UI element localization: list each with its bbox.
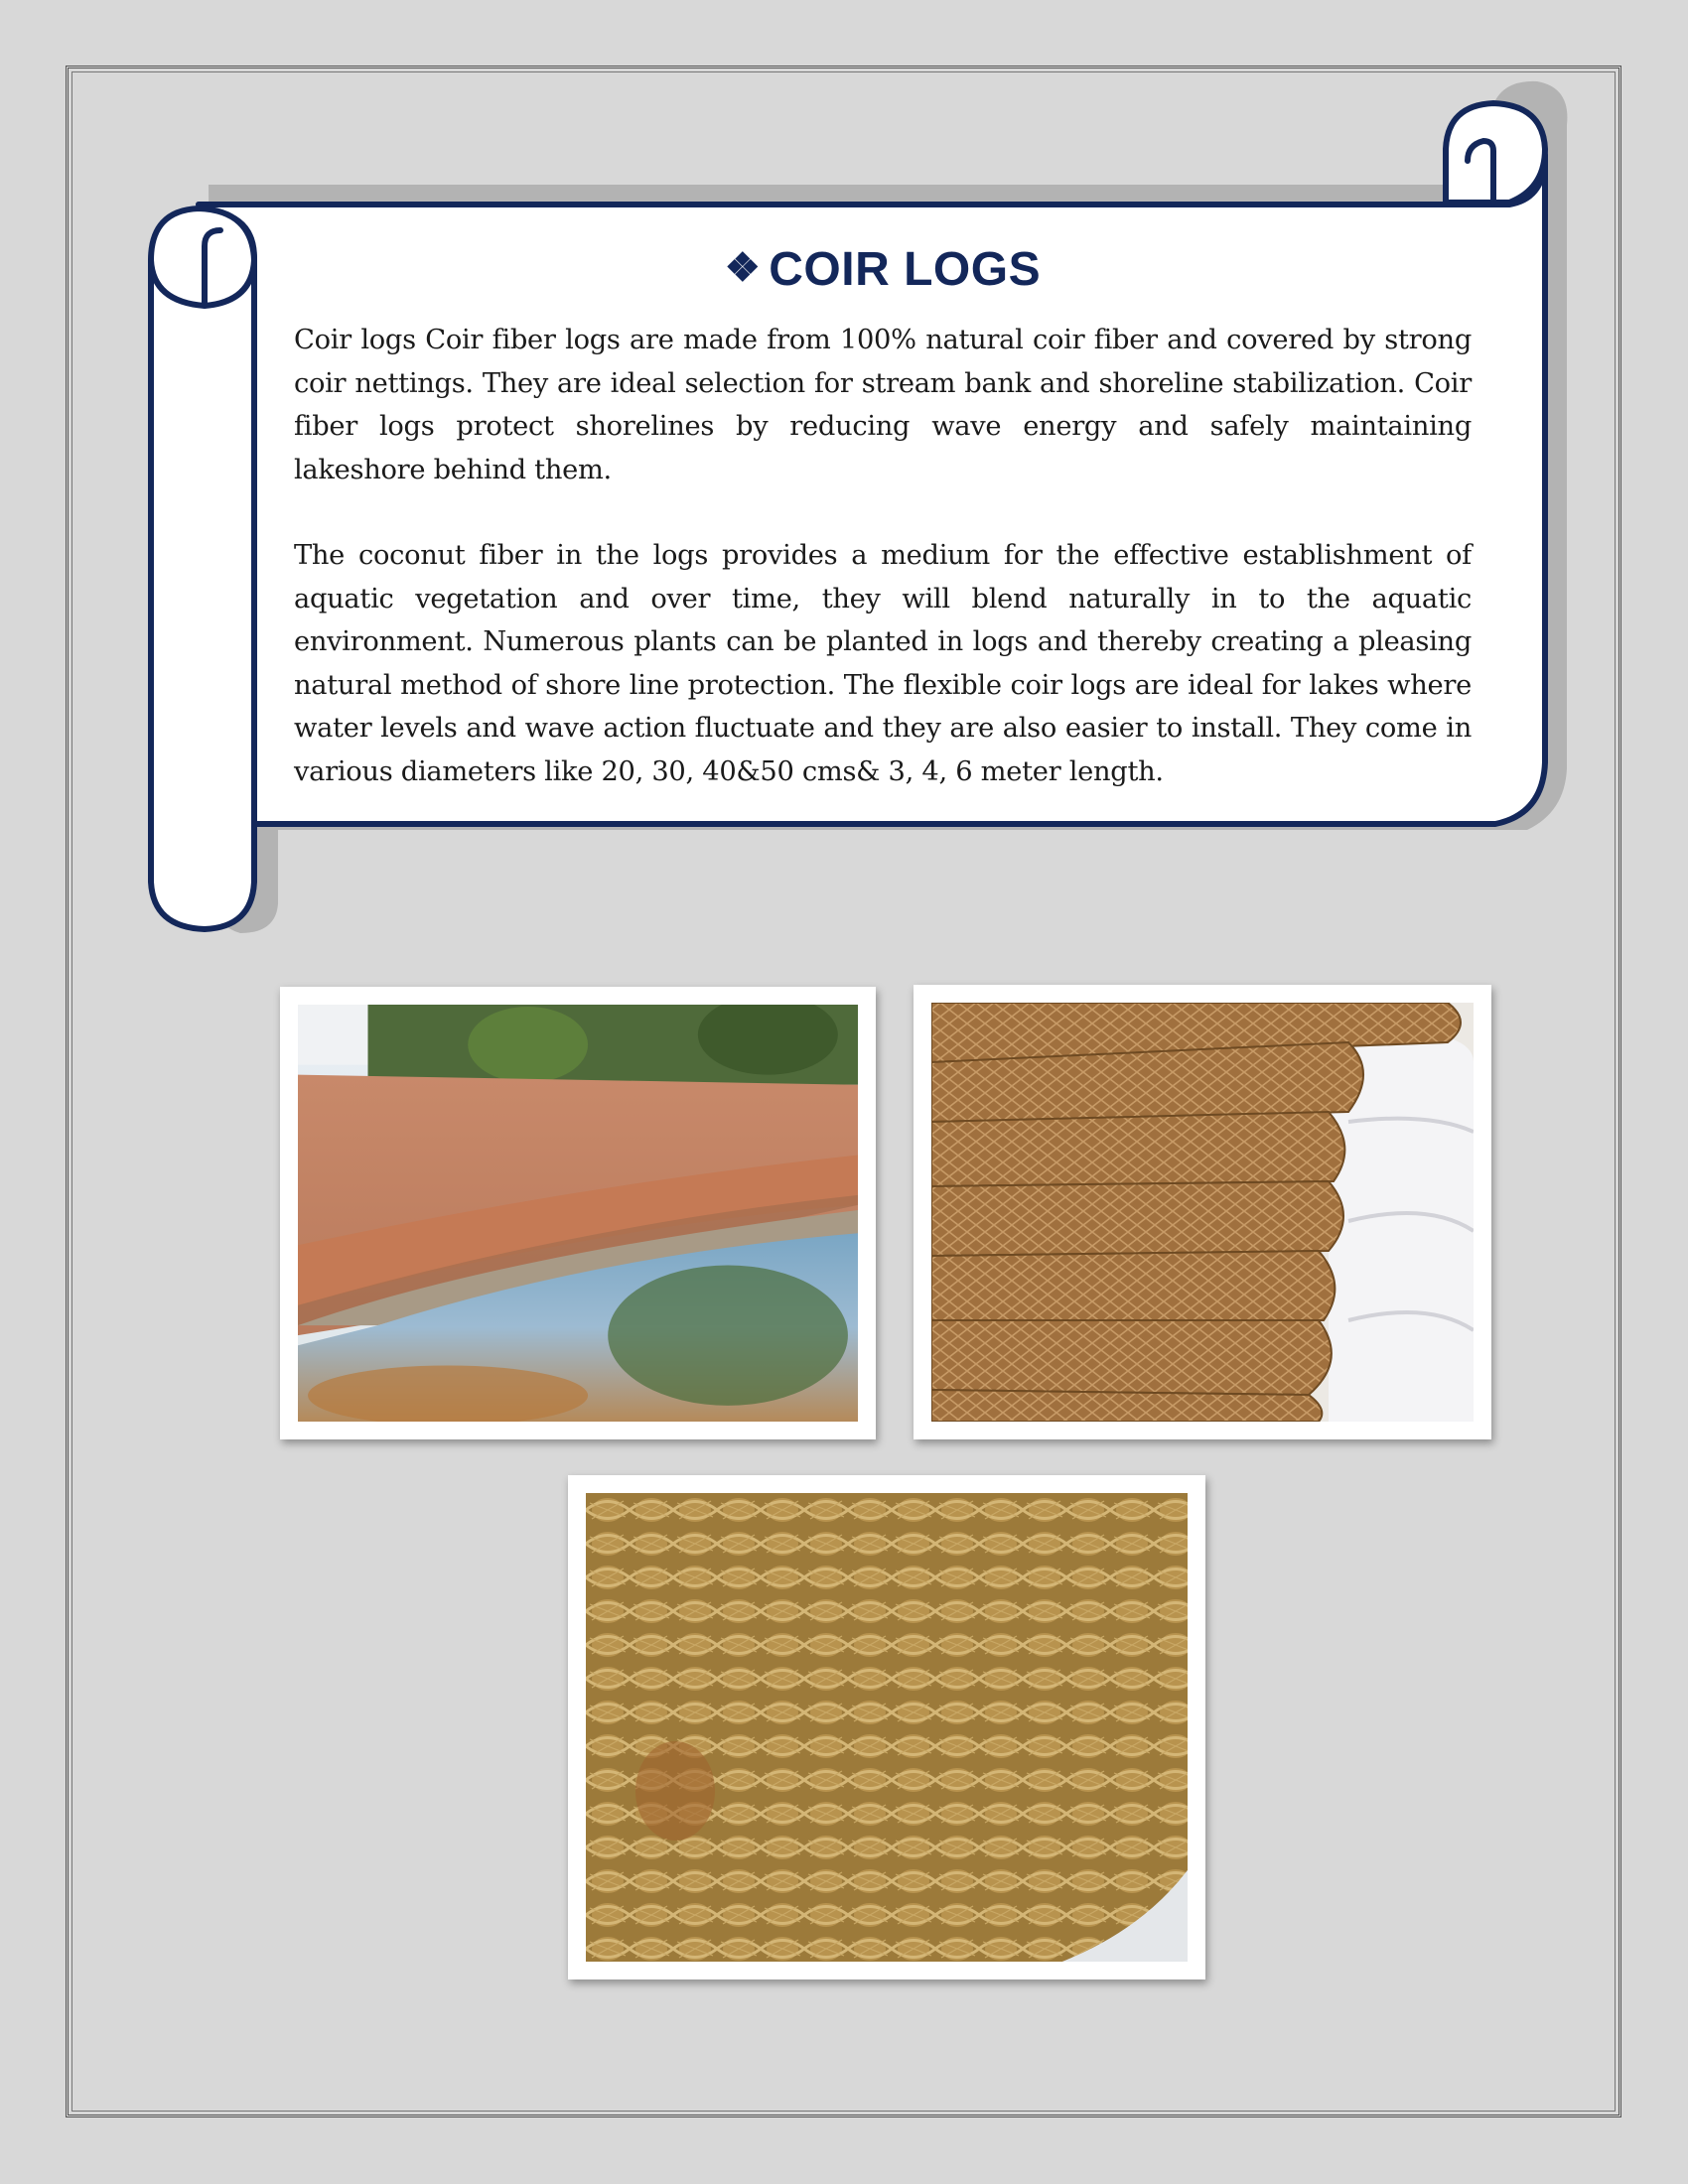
paragraph-2: The coconut fiber in the logs provides a medium for the effective establishment of aquatic vegetation and over time, they will blend naturally in to the aquatic environment. Numerous plants can be planted in logs and thereby creating a pleasing natural method of shore line protection. The flexible coir logs are ideal for lakes where water levels and wave action fluctuate and they are also easier to install. They come in various diameters like 20, 30, 40&50 cms& 3, 4, 6 meter length. [294, 540, 1472, 787]
title-bullet-icon: ❖ [724, 246, 762, 290]
coir-closeup-image [586, 1493, 1188, 1962]
scroll-left-roll [151, 208, 254, 929]
paragraph-1: Coir logs Coir fiber logs are made from 100% natural coir fiber and covered by strong coir nettings. They are ideal selection for stream bank and shoreline stabilization. Coir fiber logs protect shorelines by reducing wave energy and safely maintaining lakeshore behind them. [294, 325, 1472, 485]
photo-stacked-logs [914, 985, 1491, 1439]
page-title [294, 242, 1472, 297]
scroll-content [294, 242, 1472, 793]
title-text: COIR LOGS [769, 243, 1042, 296]
photo-shoreline [280, 987, 876, 1439]
shoreline-image [298, 1005, 858, 1422]
photo-coir-closeup [568, 1475, 1205, 1979]
stacked-logs-image [931, 1003, 1474, 1422]
